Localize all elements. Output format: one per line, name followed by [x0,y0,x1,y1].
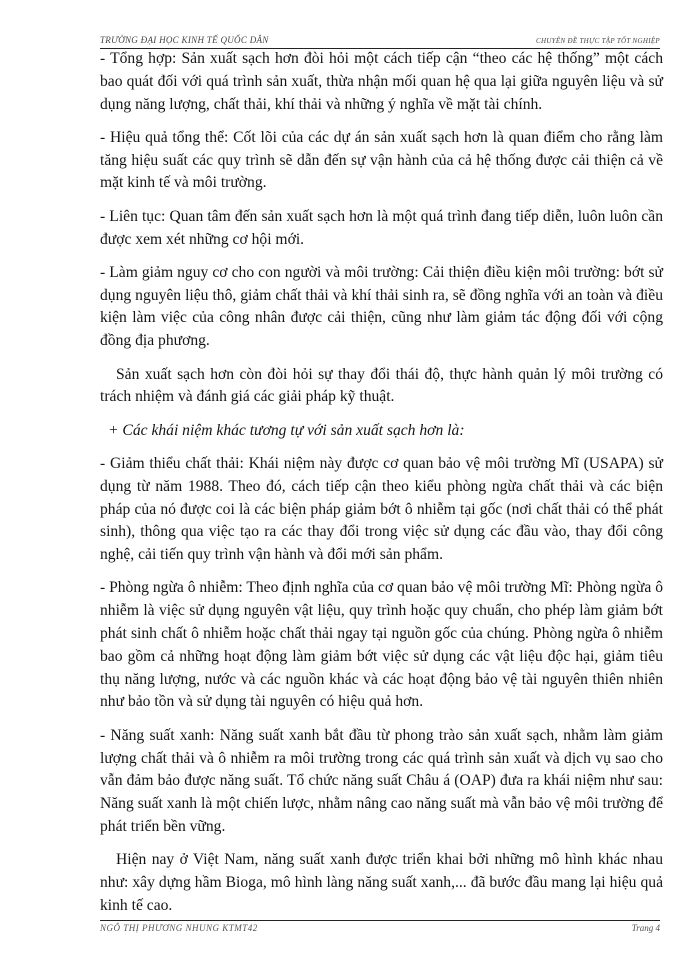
paragraph-nang-suat-xanh: - Năng suất xanh: Năng suất xanh bắt đầu từ phong trào sản xuất sạch, nhằm làm giảm lượng chất thải và ô nhiễm ra môi trường trong các quá trình sản xuất và dịch vụ sao cho vẫn đảm bảo được năng suất. Tổ chức năng suất Châu á (OAP) đưa ra khái niệm như sau: Năng suất xanh là một chiến lược, nhằm nâng cao năng suất mà vẫn bảo vệ môi trường để phát triển bền vững. [100,726,663,835]
paragraph-thay-doi-thai-do: Sản xuất sạch hơn còn đòi hỏi sự thay đổi thái độ, thực hành quản lý môi trường có trách nhiệm và đánh giá các giải pháp kỹ thuật. [100,365,663,406]
header-university: TRƯỜNG ĐẠI HỌC KINH TẾ QUỐC DÂN [100,35,269,45]
paragraph-giam-thieu-chat-thai: - Giảm thiểu chất thải: Khái niệm này được cơ quan bảo vệ môi trường Mĩ (USAPA) sử dụng từ năm 1988. Theo đó, cách tiếp cận theo kiểu phòng ngừa chất thải và các biện pháp của nó được coi là các biện pháp giảm bớt ô nhiễm tại gốc (nơi chất thải có thể phát sinh), thông qua việc tạo ra các thay đổi trong việc sử dụng các đầu vào, thay đổi công nghệ, cải tiến quy trình vận hành và đổi mới sản phẩm. [100,454,663,564]
paragraph-tong-hop: - Tổng hợp: Sản xuất sạch hơn đòi hỏi một cách tiếp cận “theo các hệ thống” một cách bao quát đối với quá trình sản xuất, thừa nhận mối quan hệ qua lại giữa nguyên liệu và sử dụng năng lượng, chất thải, khí thải và những ý nghĩa về mặt tài chính. [100,50,663,113]
paragraph-lien-tuc: - Liên tục: Quan tâm đến sản xuất sạch hơn là một quá trình đang tiếp diễn, luôn luôn cần được xem xét những cơ hội mới. [100,207,663,248]
paragraph-giam-nguy-co: - Làm giảm nguy cơ cho con người và môi trường: Cải thiện điều kiện môi trường: bớt sử dụng nguyên liệu thô, giảm chất thải và khí thải sinh ra, sẽ đồng nghĩa với an toàn và điều kiện làm việc của công nhân được cải thiện, cũng như làm giảm tác động đối với cộng đồng địa phương. [100,263,663,350]
page-number: Trang 4 [631,923,660,933]
header-report-title: CHUYÊN ĐỀ THỰC TẬP TỐT NGHIỆP [536,37,660,45]
page-footer [100,920,660,939]
page-header [100,30,660,49]
paragraph-viet-nam: Hiện nay ở Việt Nam, năng suất xanh được triển khai bởi những mô hình khác nhau như: xây dựng hầm Bioga, mô hình làng năng suất xanh,... đã bước đầu mang lại hiệu quả kinh tế cao. [100,851,663,914]
subheading-khai-niem-khac: + Các khái niệm khác tương tự với sản xuất sạch hơn là: [108,421,465,439]
paragraph-phong-ngua-o-nhiem: - Phòng ngừa ô nhiễm: Theo định nghĩa của cơ quan bảo vệ môi trường Mĩ: Phòng ngừa ô nhiễm là việc sử dụng nguyên vật liệu, quy trình hoặc quy chuẩn, cho phép làm giảm bớt phát sinh chất ô nhiễm hoặc chất thải ngay tại nguồn gốc của chúng. Phòng ngừa ô nhiễm bao gồm cả những hoạt động làm giảm bớt việc sử dụng các vật liệu độc hại, giảm tiêu thụ năng lượng, nước và các nguồn khác và các hoạt động bảo vệ tài nguyên thiên nhiên như bảo tồn và sử dụng tài nguyên có hiệu quả hơn. [100,579,664,711]
document-body [100,48,663,918]
footer-author: NGÔ THỊ PHƯƠNG NHUNG KTMT42 [100,923,258,933]
paragraph-hieu-qua-tong-the: - Hiệu quả tổng thể: Cốt lõi của các dự án sản xuất sạch hơn là quan điểm cho rằng làm tăng hiệu suất các quy trình sẽ dẫn đến sự vận hành của cả hệ thống được cải thiện cả về mặt kinh tế và môi trường. [100,128,663,192]
